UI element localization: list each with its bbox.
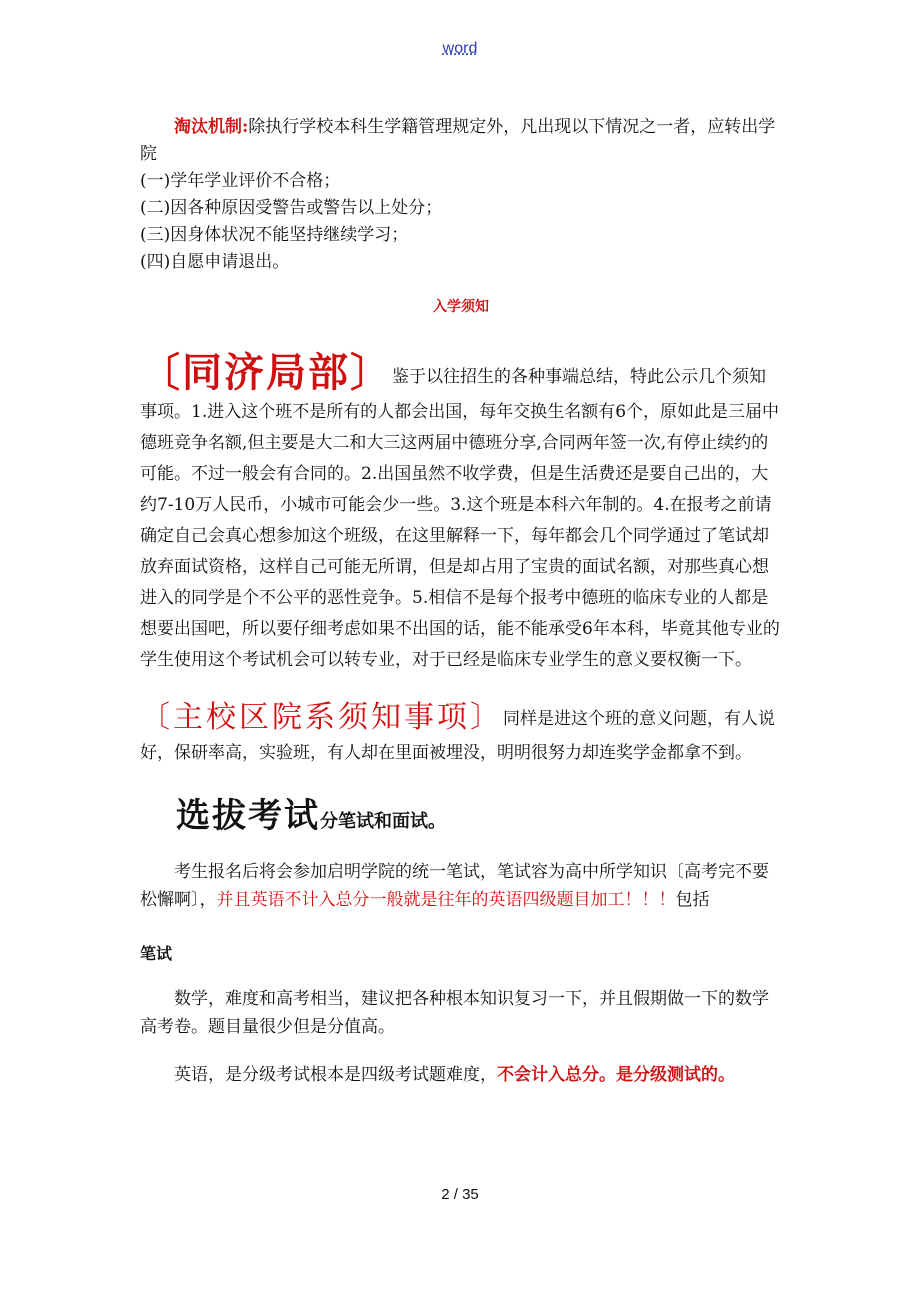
selection-heading: 选拔考试 — [176, 796, 320, 836]
elimination-item-2: (二)因各种原因受警告或警告以上处分； — [140, 198, 443, 218]
tongji-paragraph — [140, 349, 782, 676]
document-body — [140, 114, 782, 1089]
math-paragraph: 数学，难度和高考相当，建议把各种根本知识复习一下，并且假期做一下的数学高考卷。题目量很少但是分值高。 — [140, 989, 769, 1037]
selection-intro-highlight: 并且英语不计入总分一般就是往年的英语四级题目加工！！！ — [216, 890, 676, 910]
selection-intro-text: 考生报名后将会参加启明学院的统一笔试，笔试容为高中所学知识〔高考完不要松懈啊〕， — [140, 862, 769, 910]
tongji-text: 鉴于以往招生的各种事端总结，特此公示几个须知事项。1.进入这个班不是所有的人都会出国，每年交换生名额有6个，原如此是三届中德班竞争名额,但主要是大二和大三这两届中德班分享,合同两年签一次,有停止续约的可能。不过一般会有合同的。2.出国虽然不收学费，但是生活费还是要自己出的，大约7-10万人民币，小城市可能会少一些。3.这个班是本科六年制的。4.在报考之前请确定自己会真心想参加这个班级，在这里解释一下，每年都会几个同学通过了笔试却放弃面试资格，这样自己可能无所谓，但是却占用了宝贵的面试名额，对那些真心想进入的同学是个不公平的恶性竞争。5.相信不是每个报考中德班的临床专业的人都是想要出国吧，所以要仔细考虑如果不出国的话，能不能承受6年本科，毕竟其他专业的学生使用这个考试机会可以转专业，对于已经是临床专业学生的意义要权衡一下。 — [140, 367, 780, 670]
selection-heading-line — [176, 796, 782, 836]
tongji-heading: 〔同济局部〕 — [140, 350, 392, 396]
english-text: 英语，是分级考试根本是四级考试题难度， — [174, 1065, 497, 1085]
selection-intro-tail: 包括 — [675, 890, 710, 910]
main-campus-heading: 〔主校区院系须知事项〕 — [140, 700, 503, 735]
selection-intro-paragraph — [140, 858, 782, 914]
main-campus-paragraph — [140, 698, 782, 769]
elimination-paragraph — [140, 114, 782, 168]
elimination-label: 淘汰机制: — [174, 117, 249, 137]
english-paragraph — [140, 1061, 782, 1089]
selection-subheading: 分笔试和面试。 — [320, 811, 446, 832]
main-campus-text: 同样是进这个班的意义问题，有人说好，保研率高，实验班，有人却在里面被埋没，明明很努力却连奖学金都拿不到。 — [140, 709, 775, 763]
elimination-item-3: (三)因身体状况不能坚持继续学习； — [140, 225, 409, 245]
english-highlight: 不会计入总分。是分级测试的。 — [497, 1065, 735, 1085]
admission-notice-title: 入学须知 — [433, 299, 489, 315]
page-number: 2 / 35 — [441, 1186, 479, 1203]
elimination-item-4: (四)自愿申请退出。 — [140, 252, 290, 272]
elimination-item-1: (一)学年学业评价不合格； — [140, 171, 341, 191]
written-exam-heading: 笔试 — [140, 944, 173, 963]
header-word-link[interactable]: word — [442, 40, 478, 57]
elimination-text: 除执行学校本科生学籍管理规定外，凡出现以下情况之一者，应转出学院 — [140, 117, 776, 164]
